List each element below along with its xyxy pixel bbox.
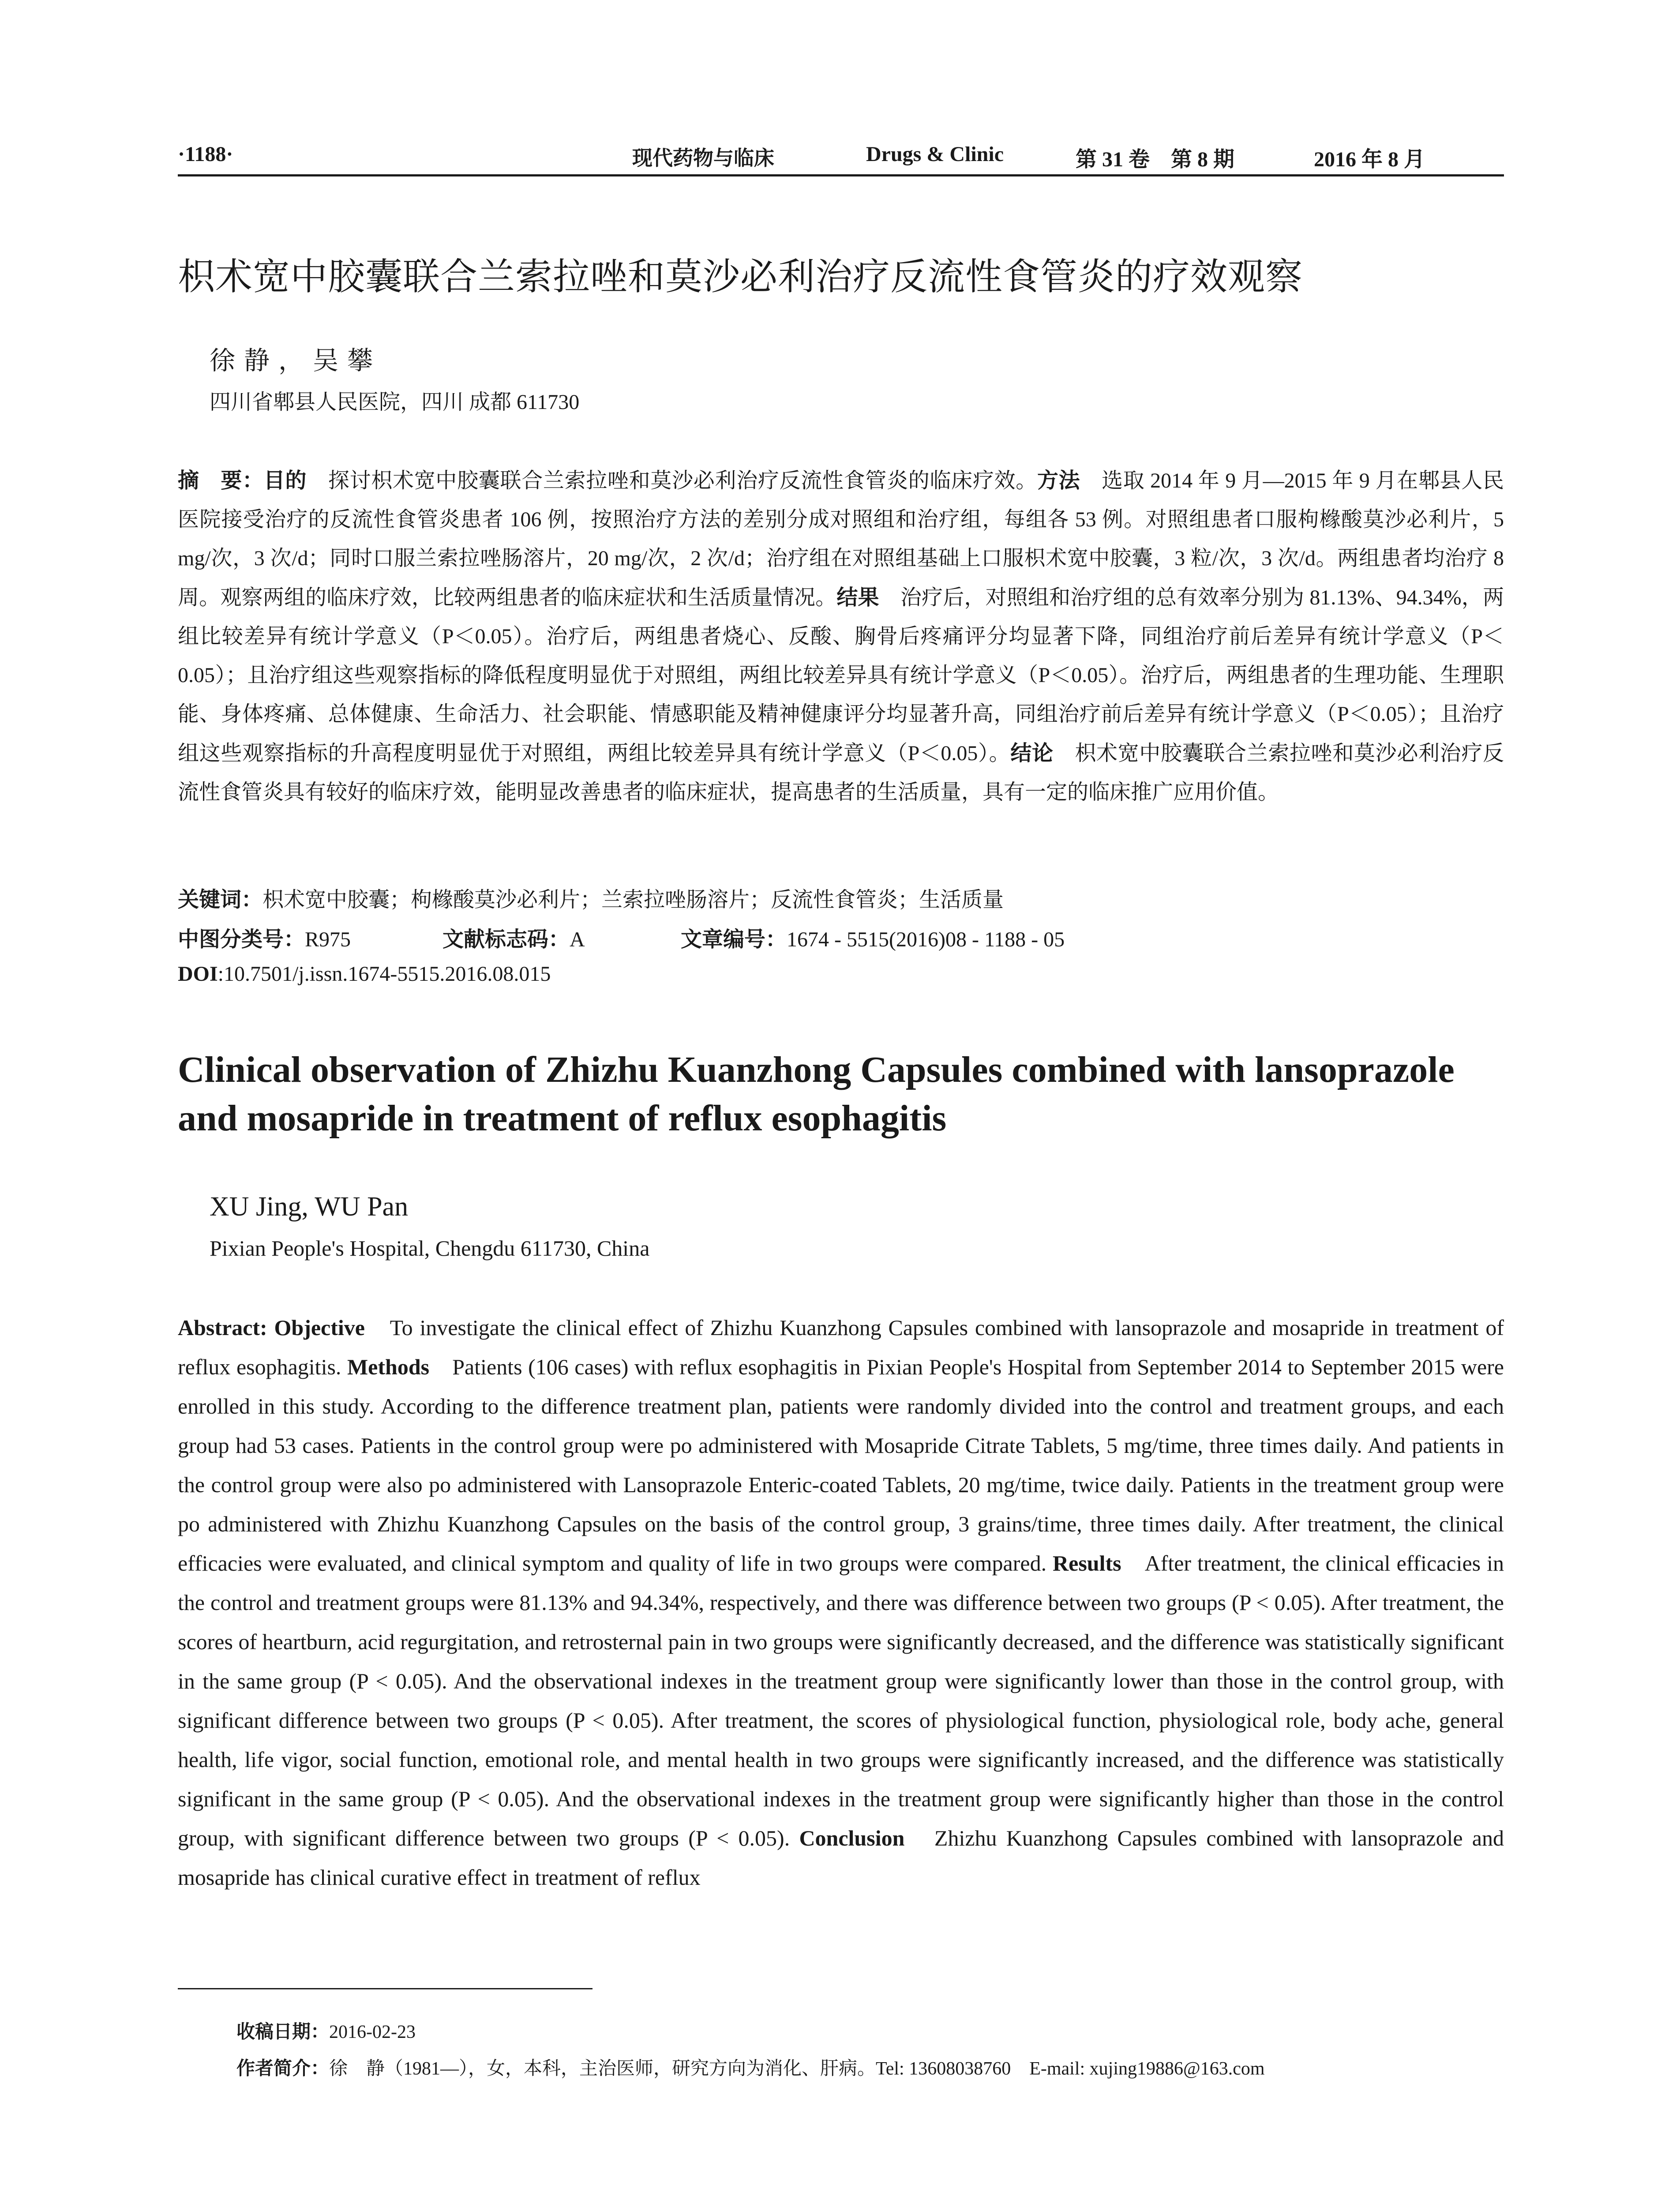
conclusion-label-en: Conclusion (799, 1826, 905, 1850)
methods-label-cn: 方法 (1037, 468, 1080, 493)
article-no-label: 文章编号： (681, 927, 787, 952)
abstract-cn (178, 461, 1504, 812)
results-label-cn: 结果 (836, 585, 879, 610)
results-text-cn: 治疗后，对照组和治疗组的总有效率分别为 81.13%、94.34%，两组比较差异有统计学意义（P＜0.05）。治疗后，两组患者烧心、反酸、胸骨后疼痛评分均显著下降，同组治疗前后差异有统计学意义（P＜0.05）；且治疗组这些观察指标的降低程度明显优于对照组，两组比较差异具有统计学意义（P＜0.05）。治疗后，两组患者的生理功能、生理职能、身体疼痛、总体健康、生命活力、社会职能、情感职能及精神健康评分均显著升高，同组治疗前后差异有统计学意义（P＜0.05）；且治疗组这些观察指标的升高程度明显优于对照组，两组比较差异具有统计学意义（P＜0.05）。 (178, 586, 1504, 765)
abstract-label-en: Abstract: Objective (178, 1315, 365, 1340)
author-bio-label: 作者简介： (236, 2057, 330, 2079)
authors-en: XU Jing, WU Pan (210, 1192, 409, 1222)
abstract-label-cn: 摘 要： (178, 468, 264, 493)
received-label: 收稿日期： (236, 2021, 330, 2042)
affiliation-cn: 四川省郫县人民医院，四川 成都 611730 (210, 390, 580, 414)
footnote-author (236, 2054, 1265, 2080)
page-number: ·1188· (178, 143, 233, 166)
received-date: 2016-02-23 (329, 2022, 416, 2042)
conclusion-label-cn: 结论 (1010, 741, 1054, 765)
classification-line (178, 922, 1065, 953)
doi-line (178, 962, 551, 986)
header-rule (178, 174, 1504, 176)
article-title-en: Clinical observation of Zhizhu Kuanzhong Capsules combined with lansoprazole and mosapride in treatment of reflux esophagitis (178, 1049, 1455, 1139)
keywords-label-cn: 关键词： (178, 887, 263, 912)
methods-text-en: Patients (106 cases) with reflux esophagitis in Pixian People's Hospital from September 2014 to September 2015 were enrolled in this study. According to the difference treatment plan, patients were randomly divided into the control and treatment groups, and each group had 53 cases. Patients in the control group were po administered with Mosapride Citrate Tablets, 5 mg/time, three times daily. And patients in the control group were also po administered with Lansoprazole Enteric-coated Tablets, 20 mg/time, twice daily. Patients in the treatment group were po administered with Zhizhu Kuanzhong Capsules on the basis of the control group, 3 grains/time, three times daily. After treatment, the clinical efficacies were evaluated, and clinical symptom and quality of life in two groups were compared. (178, 1354, 1504, 1576)
doc-code-label: 文献标志码： (442, 927, 570, 952)
clc-label: 中图分类号： (178, 927, 305, 952)
footnote-rule (178, 1988, 592, 1989)
methods-text-cn: 选取 2014 年 9 月—2015 年 9 月在郫县人民医院接受治疗的反流性食管炎患者 106 例，按照治疗方法的差别分成对照组和治疗组，每组各 53 例。对照组患者口服枸橼酸莫沙必利片，5 mg/次，3 次/d；同时口服兰索拉唑肠溶片，20 mg/次，2 次/d；治疗组在对照组基础上口服枳术宽中胶囊，3 粒/次，3 次/d。两组患者均治疗 8 周。观察两组的临床疗效，比较两组患者的临床症状和生活质量情况。 (178, 469, 1504, 609)
doi-value: :10.7501/j.issn.1674-5515.2016.08.015 (218, 962, 551, 986)
objective-text-en: To investigate the clinical effect of Zhizhu Kuanzhong Capsules combined with lansoprazole and mosapride in treatment of reflux esophagitis. (178, 1315, 1504, 1379)
author-bio-text: 徐 静（1981—），女，本科，主治医师，研究方向为消化、肝病。Tel: 13608038760 E-mail: xujing19886@163.com (329, 2059, 1265, 2079)
affiliation-en: Pixian People's Hospital, Chengdu 611730, China (210, 1236, 650, 1261)
abstract-en (178, 1308, 1504, 1897)
footnote-received (236, 2017, 416, 2044)
volume-issue: 第 31 卷 第 8 期 (1076, 148, 1235, 171)
keywords-cn (178, 882, 1004, 913)
clc-value: R975 (305, 928, 351, 951)
keywords-text-cn: 枳术宽中胶囊；枸橼酸莫沙必利片；兰索拉唑肠溶片；反流性食管炎；生活质量 (262, 888, 1004, 912)
issue-date: 2016 年 8 月 (1314, 148, 1425, 171)
article-title-cn: 枳术宽中胶囊联合兰索拉唑和莫沙必利治疗反流性食管炎的疗效观察 (178, 255, 1303, 298)
conclusion-text-en: Zhizhu Kuanzhong Capsules combined with lansoprazole and mosapride has clinical curative effect in treatment of reflux (178, 1826, 1504, 1890)
authors-cn: 徐静，吴攀 (210, 346, 382, 375)
doi-label: DOI (178, 962, 218, 986)
results-label-en: Results (1053, 1551, 1121, 1576)
objective-text-cn: 探讨枳术宽中胶囊联合兰索拉唑和莫沙必利治疗反流性食管炎的临床疗效。 (307, 469, 1037, 492)
results-text-en: After treatment, the clinical efficacies in the control and treatment groups were 81.13% and 94.34%, respectively, and there was difference between two groups (P < 0.05). After treatment, the scores of heartburn, acid regurgitation, and retrosternal pain in two groups were significantly decreased, and the difference was statistically significant in the same group (P < 0.05). And the observational indexes in the treatment group were significantly lower than those in the control group, with significant difference between two groups (P < 0.05). After treatment, the scores of physiological function, physiological role, body ache, general health, life vigor, social function, emotional role, and mental health in two groups were significantly increased, and the difference was statistically significant in the same group (P < 0.05). And the observational indexes in the treatment group were significantly higher than those in the control group, with significant difference between two groups (P < 0.05). (178, 1551, 1504, 1850)
running-header (178, 142, 1504, 173)
journal-name-cn: 现代药物与临床 (632, 146, 774, 170)
conclusion-text-cn: 枳术宽中胶囊联合兰索拉唑和莫沙必利治疗反流性食管炎具有较好的临床疗效，能明显改善患者的临床症状，提高患者的生活质量，具有一定的临床推广应用价值。 (178, 742, 1504, 804)
article-no-value: 1674 - 5515(2016)08 - 1188 - 05 (787, 928, 1065, 951)
methods-label-en: Methods (347, 1354, 430, 1379)
doc-code-value: A (570, 928, 585, 951)
journal-name-en: Drugs & Clinic (866, 143, 1004, 166)
objective-label-cn: 目的 (263, 468, 307, 493)
